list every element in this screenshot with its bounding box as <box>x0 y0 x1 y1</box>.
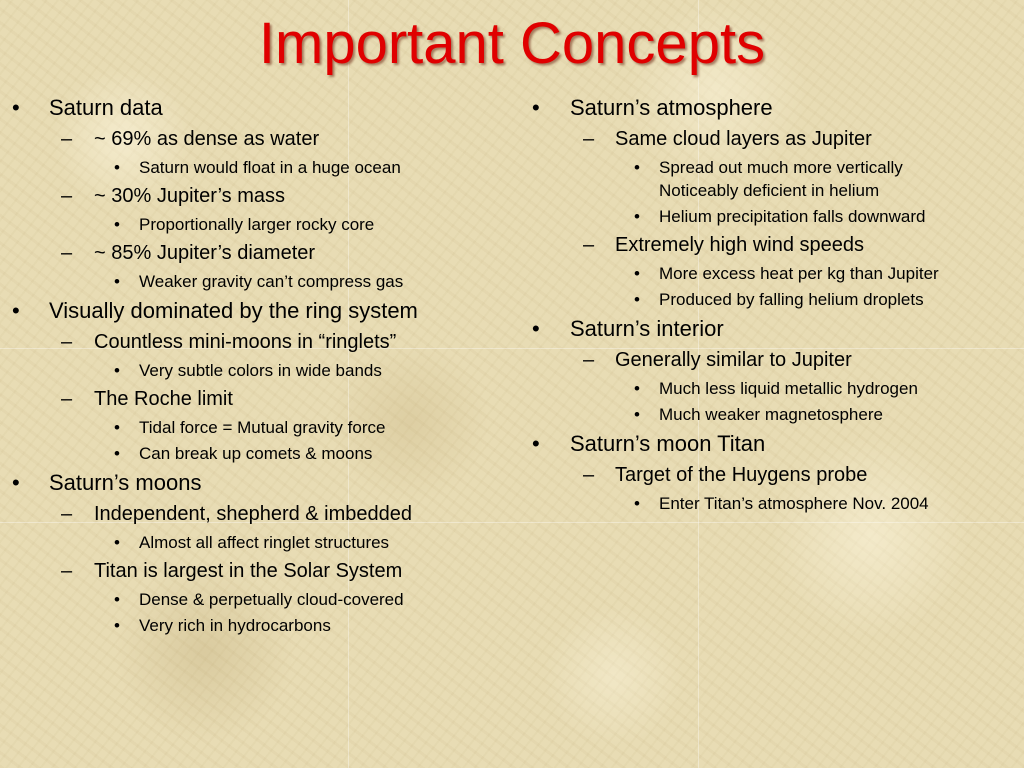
right-column <box>528 91 1008 518</box>
sub-bullet-item <box>528 125 1008 153</box>
dash-icon: – <box>61 560 73 582</box>
bullet-icon: • <box>12 298 20 323</box>
bullet-text: Saturn data <box>49 95 163 120</box>
detail-item <box>6 213 516 236</box>
sub-bullet-item <box>6 328 516 356</box>
detail-text: Saturn would float in a huge ocean <box>139 158 401 177</box>
sub-bullet-item <box>6 125 516 153</box>
detail-text: Produced by falling helium droplets <box>659 290 924 309</box>
sub-bullet-text: The Roche limit <box>94 388 233 410</box>
sub-bullet-text: ~ 85% Jupiter’s diameter <box>94 242 316 264</box>
detail-item <box>528 288 1008 311</box>
dash-icon: – <box>583 234 595 256</box>
bullet-text: Saturn’s moon Titan <box>570 431 766 456</box>
bullet-icon: • <box>114 158 120 177</box>
bullet-icon: • <box>532 316 540 341</box>
detail-item <box>528 377 1008 400</box>
sub-bullet-text: Titan is largest in the Solar System <box>94 560 403 582</box>
bullet-icon: • <box>532 431 540 456</box>
detail-item <box>528 205 1008 228</box>
bullet-text: Visually dominated by the ring system <box>49 298 418 323</box>
detail-text-line: Noticeably deficient in helium <box>659 181 880 200</box>
bullet-item <box>6 93 516 123</box>
detail-text: Tidal force = Mutual gravity force <box>139 418 386 437</box>
bullet-icon: • <box>114 444 120 463</box>
sub-bullet-text: Target of the Huygens probe <box>615 464 868 486</box>
detail-text: Enter Titan’s atmosphere Nov. 2004 <box>659 494 929 513</box>
detail-item <box>6 270 516 293</box>
sub-bullet-text: Countless mini-moons in “ringlets” <box>94 331 397 353</box>
bullet-icon: • <box>634 207 640 226</box>
slide-title: Important Concepts <box>258 11 766 76</box>
detail-text: Helium precipitation falls downward <box>659 207 926 226</box>
bullet-icon: • <box>634 158 640 177</box>
dash-icon: – <box>61 503 73 525</box>
bullet-icon: • <box>634 494 640 513</box>
sub-bullet-item <box>528 461 1008 489</box>
dash-icon: – <box>61 388 73 410</box>
bullet-icon: • <box>114 418 120 437</box>
bullet-item <box>6 296 516 326</box>
detail-text: Dense & perpetually cloud-covered <box>139 590 404 609</box>
dash-icon: – <box>61 128 73 150</box>
bullet-item <box>528 429 1008 459</box>
bullet-icon: • <box>114 215 120 234</box>
detail-item <box>6 442 516 465</box>
bullet-icon: • <box>634 264 640 283</box>
sub-bullet-item <box>6 385 516 413</box>
sub-bullet-text: Extremely high wind speeds <box>615 234 865 256</box>
detail-item <box>528 403 1008 426</box>
detail-item <box>528 492 1008 515</box>
detail-text: Weaker gravity can’t compress gas <box>139 272 404 291</box>
bullet-icon: • <box>114 590 120 609</box>
bullet-text: Saturn’s interior <box>570 316 724 341</box>
detail-text: Much less liquid metallic hydrogen <box>659 379 918 398</box>
bullet-icon: • <box>114 272 120 291</box>
detail-item <box>6 156 516 179</box>
detail-text: Almost all affect ringlet structures <box>139 533 390 552</box>
detail-text: Very subtle colors in wide bands <box>139 361 382 380</box>
sub-bullet-text: ~ 30% Jupiter’s mass <box>94 185 286 207</box>
bullet-icon: • <box>634 405 640 424</box>
bullet-icon: • <box>12 470 20 495</box>
bullet-text: Saturn’s atmosphere <box>570 95 773 120</box>
bullet-icon: • <box>532 95 540 120</box>
detail-text-line: Spread out much more vertically <box>659 158 903 177</box>
sub-bullet-text: Independent, shepherd & imbedded <box>94 503 413 525</box>
sub-bullet-item <box>528 231 1008 259</box>
bullet-icon: • <box>114 616 120 635</box>
bullet-item <box>6 468 516 498</box>
detail-text: Much weaker magnetosphere <box>659 405 883 424</box>
bullet-icon: • <box>114 361 120 380</box>
bullet-text: Saturn’s moons <box>49 470 202 495</box>
detail-item <box>6 588 516 611</box>
bullet-icon: • <box>634 290 640 309</box>
sub-bullet-item <box>6 500 516 528</box>
bullet-item <box>528 314 1008 344</box>
dash-icon: – <box>583 349 595 371</box>
dash-icon: – <box>61 242 73 264</box>
detail-item <box>528 262 1008 285</box>
bullet-icon: • <box>114 533 120 552</box>
detail-text: Very rich in hydrocarbons <box>139 616 331 635</box>
detail-text: More excess heat per kg than Jupiter <box>659 264 939 283</box>
left-column <box>6 91 516 640</box>
detail-item <box>6 416 516 439</box>
sub-bullet-text: ~ 69% as dense as water <box>94 128 320 150</box>
sub-bullet-item <box>528 346 1008 374</box>
sub-bullet-item <box>6 557 516 585</box>
dash-icon: – <box>583 464 595 486</box>
dash-icon: – <box>61 185 73 207</box>
sub-bullet-item <box>6 239 516 267</box>
sub-bullet-text: Generally similar to Jupiter <box>615 349 852 371</box>
detail-text: Can break up comets & moons <box>139 444 373 463</box>
sub-bullet-text: Same cloud layers as Jupiter <box>615 128 872 150</box>
sub-bullet-item <box>6 182 516 210</box>
dash-icon: – <box>61 331 73 353</box>
detail-item <box>528 156 1008 202</box>
dash-icon: – <box>583 128 595 150</box>
bullet-icon: • <box>12 95 20 120</box>
bullet-item <box>528 93 1008 123</box>
detail-item <box>6 359 516 382</box>
detail-item <box>6 614 516 637</box>
bullet-icon: • <box>634 379 640 398</box>
detail-text: Proportionally larger rocky core <box>139 215 375 234</box>
detail-item <box>6 531 516 554</box>
